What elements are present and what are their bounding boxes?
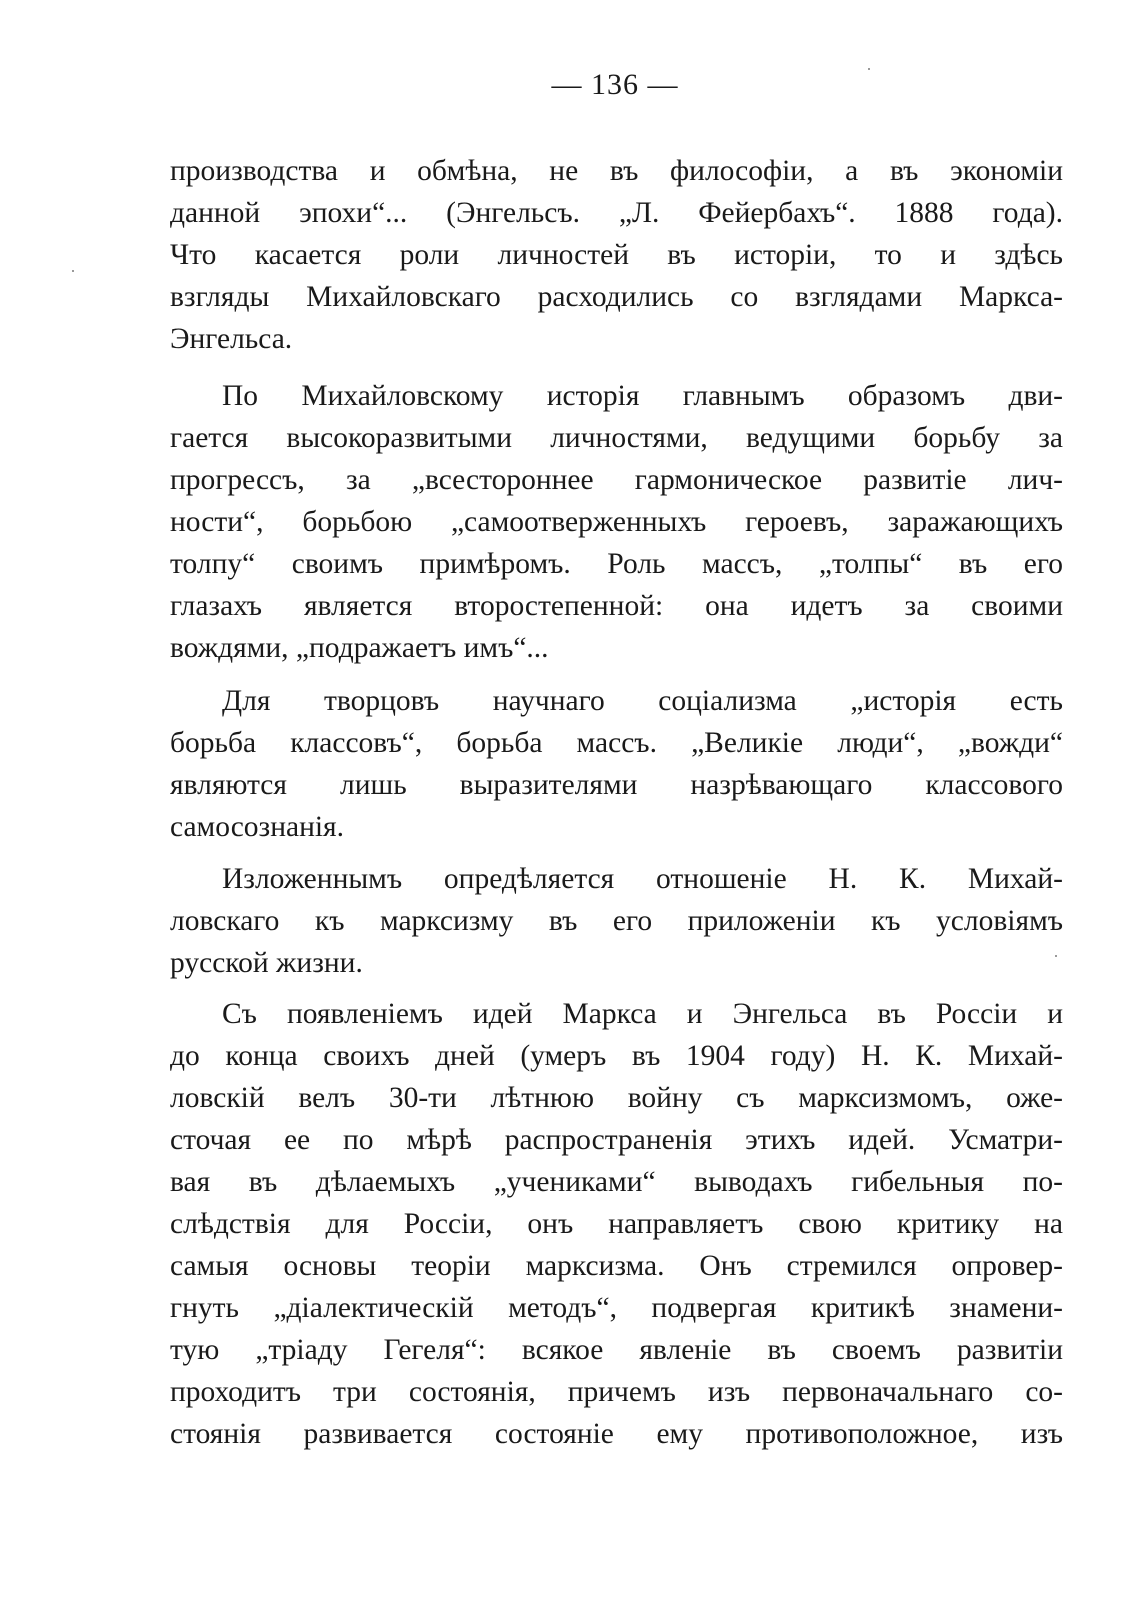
text-line: толпу“ своимъ примѣромъ. Роль массъ, „толпы“ въ его — [170, 548, 1063, 580]
text-line: ловскій велъ 30-ти лѣтнюю войну съ марксизмомъ, оже- — [170, 1082, 1063, 1114]
text-line: прогрессъ, за „всестороннее гармоническое развитіе лич- — [170, 464, 1063, 496]
text-line: сточая ее по мѣрѣ распространенія этихъ идей. Усматри- — [170, 1124, 1063, 1156]
text-line: взгляды Михайловскаго расходились со взглядами Маркса- — [170, 281, 1063, 313]
text-line: самосознанія. — [170, 811, 345, 843]
text-line: ловскаго къ марксизму въ его приложеніи къ условіямъ — [170, 905, 1063, 937]
text-line: вая въ дѣлаемыхъ „учениками“ выводахъ гибельныя по- — [170, 1166, 1063, 1198]
text-line: самыя основы теоріи марксизма. Онъ стремился опровер- — [170, 1250, 1063, 1282]
paragraph-5 — [170, 993, 1063, 1455]
text-line: проходитъ три состоянія, причемъ изъ первоначальнаго со- — [170, 1376, 1063, 1408]
text-line: данной эпохи“... (Энгельсъ. „Л. Фейербахъ“. 1888 года). — [170, 197, 1063, 229]
text-line: Что касается роли личностей въ исторіи, то и здѣсь — [170, 239, 1063, 271]
text-line: глазахъ является второстепенной: она идетъ за своими — [170, 590, 1063, 622]
text-line: гается высокоразвитыми личностями, ведущими борьбу за — [170, 422, 1063, 454]
paragraph-2 — [170, 375, 1063, 669]
scan-speck — [868, 68, 870, 70]
page-number: — 136 — — [551, 68, 679, 101]
text-line: тую „тріаду Гегеля“: всякое явленіе въ своемъ развитіи — [170, 1334, 1063, 1366]
text-line: являются лишь выразителями назрѣвающаго классового — [170, 769, 1063, 801]
scan-speck — [72, 270, 74, 272]
text-line: вождями, „подражаетъ имъ“... — [170, 632, 549, 664]
text-line: По Михайловскому исторія главнымъ образомъ дви- — [222, 380, 1063, 412]
text-line: слѣдствія для Россіи, онъ направляетъ свою критику на — [170, 1208, 1063, 1240]
text-line: стоянія развивается состояніе ему противоположное, изъ — [170, 1418, 1063, 1450]
text-line: Съ появленіемъ идей Маркса и Энгельса въ Россіи и — [222, 998, 1063, 1030]
text-line: Для творцовъ научнаго соціализма „исторія есть — [222, 685, 1063, 717]
text-line: борьба классовъ“, борьба массъ. „Великіе люди“, „вожди“ — [170, 727, 1063, 759]
text-line: Энгельса. — [170, 323, 293, 355]
text-line: производства и обмѣна, не въ философіи, а въ экономіи — [170, 155, 1063, 187]
text-line: до конца своихъ дней (умеръ въ 1904 году) Н. К. Михай- — [170, 1040, 1063, 1072]
paragraph-3 — [170, 680, 1063, 848]
text-line: ности“, борьбою „самоотверженныхъ героевъ, заражающихъ — [170, 506, 1063, 538]
scan-speck — [1055, 955, 1057, 957]
paragraph-1 — [170, 150, 1063, 360]
paragraph-4 — [170, 858, 1063, 984]
text-line: Изложеннымъ опредѣляется отношеніе Н. К. Михай- — [222, 863, 1063, 895]
text-line: гнуть „діалектическій методъ“, подвергая критикѣ знамени- — [170, 1292, 1063, 1324]
text-line: русской жизни. — [170, 947, 363, 979]
